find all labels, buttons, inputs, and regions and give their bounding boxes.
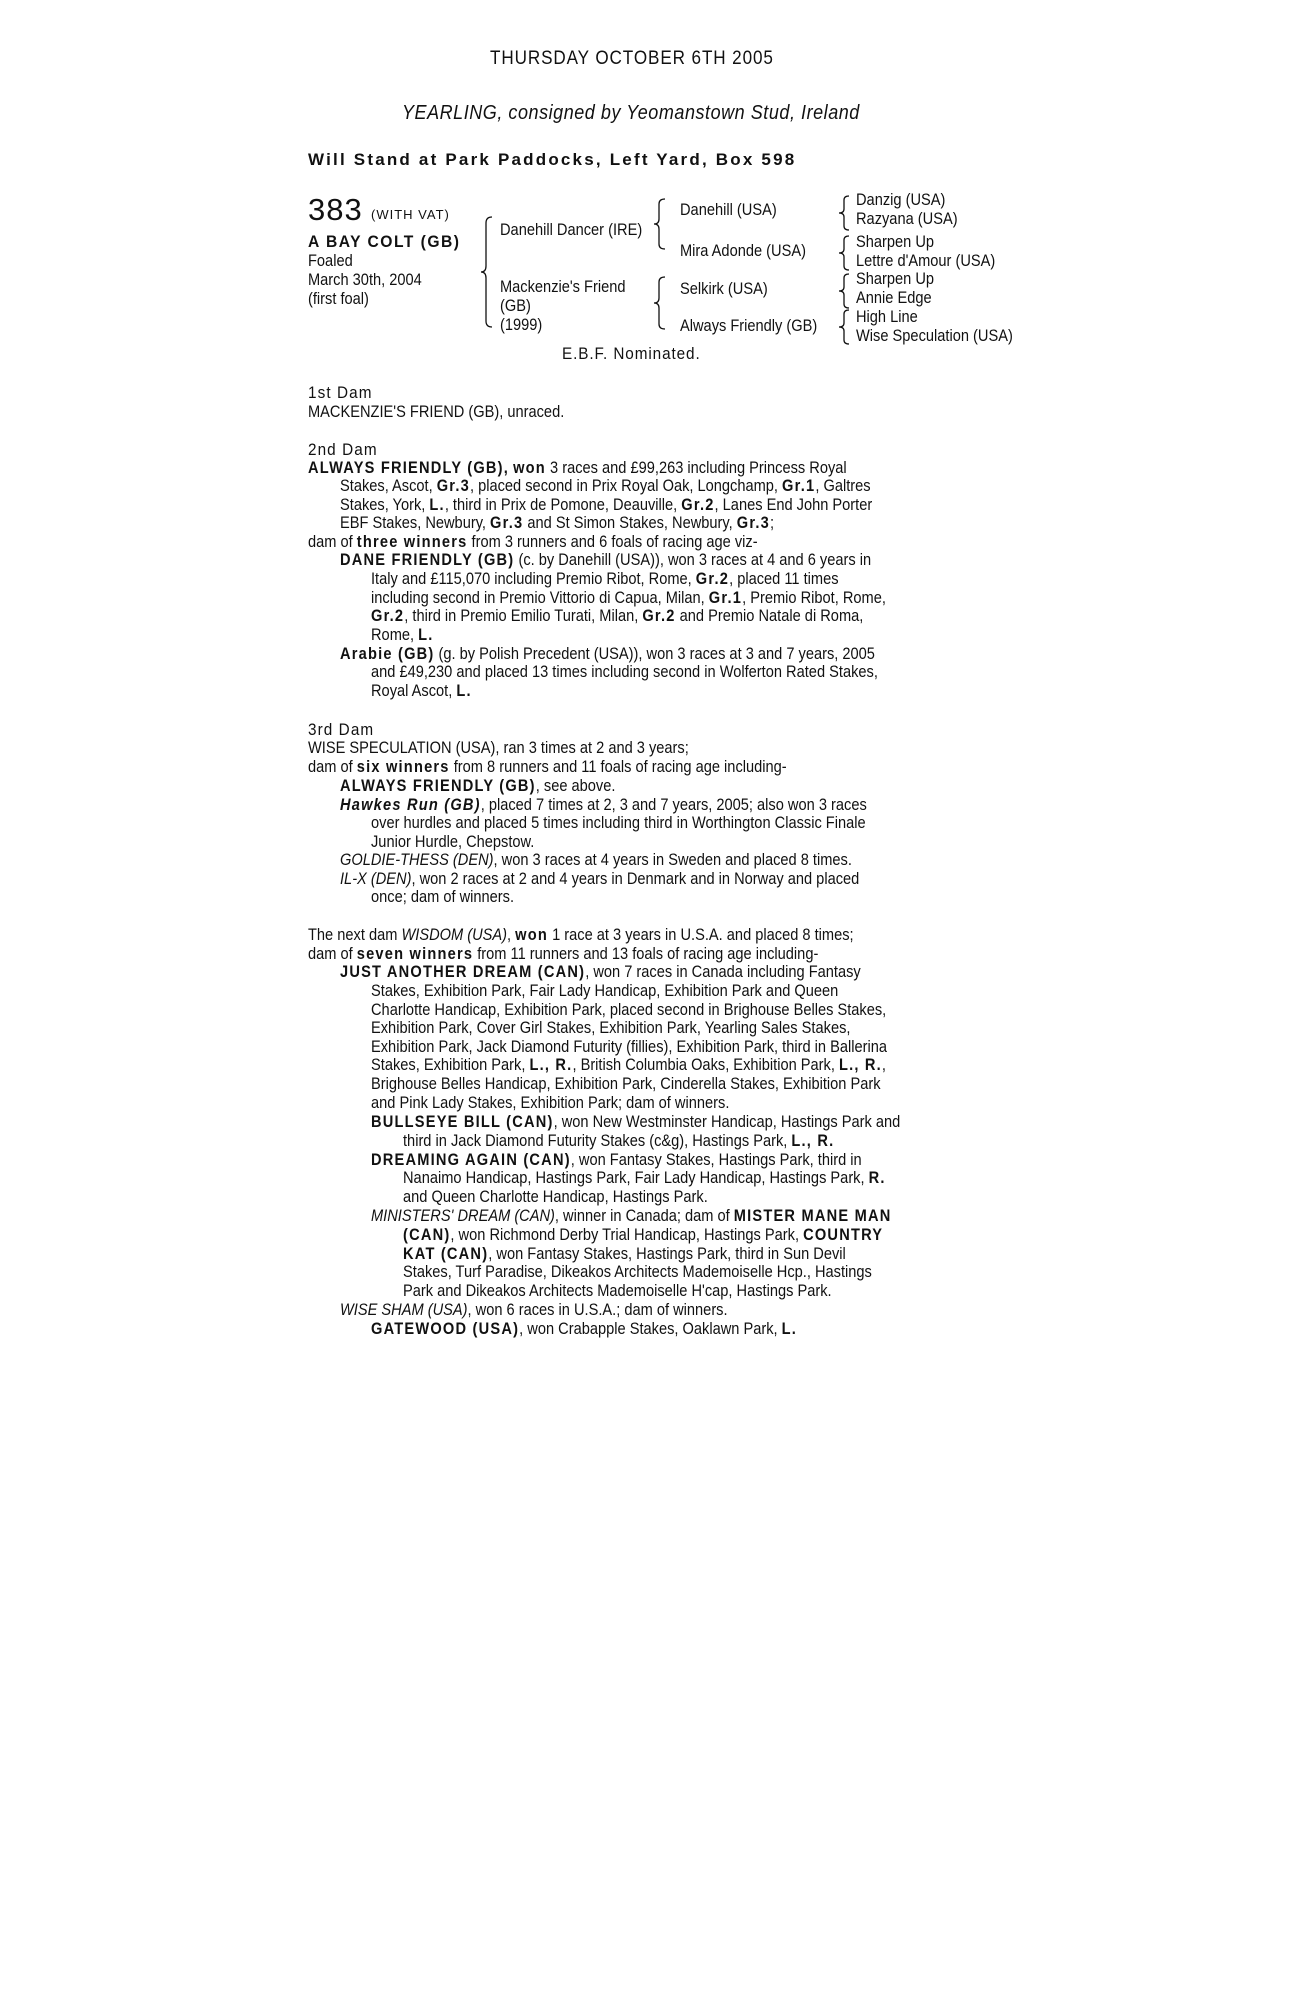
text: from 8 runners and 11 foals of racing age including- xyxy=(449,756,787,776)
text: WISE SPECULATION (USA), ran 3 times at 2 and 3 years; xyxy=(308,738,689,757)
won-word: won xyxy=(515,925,549,944)
always-friendly-name: ALWAYS FRIENDLY (GB), xyxy=(308,458,510,477)
pedigree-dss: Sharpen Up xyxy=(856,269,935,288)
text: Stakes, York, xyxy=(340,494,430,514)
listed-label: L., R. xyxy=(529,1055,573,1075)
listed-label: L., R. xyxy=(838,1055,882,1075)
text: , Lanes End John Porter xyxy=(714,494,873,514)
pedigree-dam-line2: (GB) xyxy=(500,296,531,315)
text: , Premio Ribot, Rome, xyxy=(742,587,886,607)
text: , won New Westminster Handicap, Hastings Park and xyxy=(553,1112,901,1131)
grade-label: Gr.3 xyxy=(436,476,470,495)
winners-count: six winners xyxy=(356,756,450,776)
third-dam-intro xyxy=(308,739,787,776)
text: Junior Hurdle, Chepstow. xyxy=(371,831,535,851)
text: (c. by Danehill (USA)), won 3 races at 4 and 6 years in xyxy=(514,550,872,569)
text: from 3 runners and 6 foals of racing age viz- xyxy=(467,532,758,551)
grade-label: Gr.1 xyxy=(708,587,743,607)
second-dam-continuation xyxy=(340,477,872,533)
pedigree-brace-3c xyxy=(838,273,850,309)
stand-location: Will Stand at Park Paddocks, Left Yard, Box 598 xyxy=(308,150,797,169)
country-kat-name: COUNTRY xyxy=(803,1225,884,1244)
text: The next dam xyxy=(308,925,402,944)
pedigree-sire: Danehill Dancer (IRE) xyxy=(500,220,643,239)
pedigree-dam-dam: Always Friendly (GB) xyxy=(680,316,818,335)
ministers-dream-entry xyxy=(371,1207,892,1226)
text: , won Fantasy Stakes, Hastings Park, third in xyxy=(570,1150,862,1169)
first-dam-heading: 1st Dam xyxy=(308,383,373,402)
text: , see above. xyxy=(535,776,616,795)
just-another-dream-entry xyxy=(340,963,861,982)
arabie-continuation xyxy=(371,663,878,700)
text: , third in Prix de Pomone, Deauville, xyxy=(444,494,682,514)
text: , xyxy=(507,925,516,944)
text: , won 7 races in Canada including Fantasy xyxy=(585,962,861,981)
text: and £49,230 and placed 13 times including second in Wolferton Rated Stakes, xyxy=(371,662,878,681)
text: third in Jack Diamond Futurity Stakes (c&g), Hastings Park, xyxy=(403,1131,792,1150)
foaled-label: Foaled xyxy=(308,251,353,270)
just-another-dream-continuation xyxy=(371,982,887,1112)
dane-friendly-entry xyxy=(340,551,871,570)
il-x-name: IL-X (DEN) xyxy=(340,868,412,888)
hawkes-run-continuation xyxy=(371,814,866,851)
ministers-dream-continuation xyxy=(403,1226,883,1300)
pedigree-brace-2b xyxy=(653,276,667,330)
pedigree-dam-line3: (1999) xyxy=(500,315,543,334)
text: and Queen Charlotte Handicap, Hastings Park. xyxy=(403,1186,708,1206)
text: Exhibition Park, Cover Girl Stakes, Exhibition Park, Yearling Sales Stakes, xyxy=(371,1018,851,1038)
grade-label: Gr.3 xyxy=(736,513,771,533)
mister-mane-man-name: MISTER MANE MAN xyxy=(733,1206,892,1225)
foal-note: (first foal) xyxy=(308,289,369,308)
sale-date: THURSDAY OCTOBER 6TH 2005 xyxy=(490,48,774,69)
text: and St Simon Stakes, Newbury, xyxy=(523,513,737,533)
text: dam of xyxy=(308,756,357,776)
consignment-line: YEARLING, consigned by Yeomanstown Stud, Ireland xyxy=(402,102,860,124)
second-dam-heading: 2nd Dam xyxy=(308,440,378,459)
ministers-dream-name: MINISTERS' DREAM (CAN) xyxy=(371,1206,555,1225)
next-dam-intro xyxy=(308,926,854,963)
foaled-date: March 30th, 2004 xyxy=(308,270,422,289)
text: Stakes, Ascot, xyxy=(340,476,437,495)
pedigree-sds: Sharpen Up xyxy=(856,232,935,251)
listed-label: L. xyxy=(781,1319,798,1338)
wisdom-name: WISDOM (USA) xyxy=(401,925,508,944)
text: Stakes, Turf Paradise, Dikeakos Architects Mademoiselle Hcp., Hastings xyxy=(403,1262,872,1282)
ebf-note: E.B.F. Nominated. xyxy=(562,344,701,363)
bullseye-bill-name: BULLSEYE BILL (CAN) xyxy=(371,1112,554,1131)
country-code: (CAN) xyxy=(403,1225,451,1244)
text: , winner in Canada; dam of xyxy=(554,1206,734,1225)
second-dam-block xyxy=(308,459,847,478)
gatewood-name: GATEWOOD (USA) xyxy=(371,1319,520,1338)
listed-label: L., R. xyxy=(791,1131,835,1150)
pedigree-ssd: Razyana (USA) xyxy=(856,209,958,228)
text: , placed 11 times xyxy=(729,569,839,588)
pedigree-sdd: Lettre d'Amour (USA) xyxy=(856,251,996,270)
text: ; xyxy=(770,513,775,533)
text: , third in Premio Emilio Turati, Milan, xyxy=(404,606,643,626)
pedigree-dsd: Annie Edge xyxy=(856,288,932,307)
il-x-continuation xyxy=(371,888,514,907)
text: , won Richmond Derby Trial Handicap, Hastings Park, xyxy=(450,1225,804,1244)
text: , xyxy=(881,1055,887,1075)
listed-label: L. xyxy=(456,680,472,700)
text: , Galtres xyxy=(815,476,871,495)
bullseye-bill-continuation xyxy=(403,1132,834,1151)
text: and Premio Natale di Roma, xyxy=(675,606,864,626)
text: Stakes, Exhibition Park, Fair Lady Handicap, Exhibition Park and Queen xyxy=(371,981,839,1000)
pedigree-brace-3a xyxy=(838,195,850,231)
pedigree-dam-sire: Selkirk (USA) xyxy=(680,279,768,298)
dreaming-again-entry xyxy=(371,1151,862,1170)
text: 1 race at 3 years in U.S.A. and placed 8 times; xyxy=(548,925,854,944)
text: , won Fantasy Stakes, Hastings Park, third in Sun Devil xyxy=(488,1243,846,1263)
text: EBF Stakes, Newbury, xyxy=(340,513,491,533)
hawkes-run-name: Hawkes Run (GB) xyxy=(340,794,481,814)
winners-count: seven winners xyxy=(356,943,474,963)
bullseye-bill-entry xyxy=(371,1113,900,1132)
dane-friendly-name: DANE FRIENDLY (GB) xyxy=(340,550,515,569)
pedigree-ddd: Wise Speculation (USA) xyxy=(856,326,1013,345)
text: Nanaimo Handicap, Hastings Park, Fair Lady Handicap, Hastings Park, xyxy=(403,1168,869,1187)
text: , won 6 races in U.S.A.; dam of winners. xyxy=(467,1300,728,1319)
text: , British Columbia Oaks, Exhibition Park, xyxy=(572,1055,839,1075)
pedigree-brace-3b xyxy=(838,235,850,271)
wise-sham-name: WISE SHAM (USA) xyxy=(340,1300,468,1319)
third-dam-produce-2 xyxy=(340,851,859,888)
grade-label: Gr.2 xyxy=(695,569,730,588)
text: and Pink Lady Stakes, Exhibition Park; dam of winners. xyxy=(371,1092,730,1112)
text: including second in Premio Vittorio di Capua, Milan, xyxy=(371,587,709,607)
pedigree-dam-line1: Mackenzie's Friend xyxy=(500,277,626,296)
text: from 11 runners and 13 foals of racing age including- xyxy=(473,943,819,963)
won-word: won xyxy=(513,458,546,477)
text: over hurdles and placed 5 times including third in Worthington Classic Finale xyxy=(371,813,866,832)
arabie-entry xyxy=(340,645,875,664)
pedigree-dds: High Line xyxy=(856,307,918,326)
goldie-thess-name: GOLDIE-THESS (DEN) xyxy=(340,850,494,869)
third-dam-produce xyxy=(340,777,867,814)
arabie-name: Arabie (GB) xyxy=(340,644,435,663)
pedigree-brace-3d xyxy=(838,309,850,345)
gatewood-entry xyxy=(371,1320,797,1339)
text: dam of xyxy=(308,532,357,551)
winners-count: three winners xyxy=(356,532,468,551)
grade-label: Gr.2 xyxy=(642,606,676,626)
text-line: 3 races and £99,263 including Princess Royal xyxy=(550,458,847,477)
text: Exhibition Park, Jack Diamond Futurity (fillies), Exhibition Park, third in Ballerina xyxy=(371,1036,887,1056)
text: Royal Ascot, xyxy=(371,680,457,700)
second-dam-produce-intro xyxy=(308,533,758,552)
pedigree-sire-dam: Mira Adonde (USA) xyxy=(680,241,806,260)
text: once; dam of winners. xyxy=(371,887,515,906)
text: Stakes, Exhibition Park, xyxy=(371,1055,530,1075)
text: Brighouse Belles Handicap, Exhibition Park, Cinderella Stakes, Exhibition Park xyxy=(371,1073,881,1093)
dane-friendly-continuation xyxy=(371,570,886,644)
horse-name: A BAY COLT (GB) xyxy=(308,232,461,251)
grade-label: Gr.1 xyxy=(782,476,816,495)
always-friendly-name: ALWAYS FRIENDLY (GB) xyxy=(340,776,536,795)
text: , won 3 races at 4 years in Sweden and placed 8 times. xyxy=(493,850,852,869)
country-kat-name-cont: KAT (CAN) xyxy=(403,1243,489,1263)
third-dam-heading: 3rd Dam xyxy=(308,720,375,739)
dreaming-again-name: DREAMING AGAIN (CAN) xyxy=(371,1150,571,1169)
text: Rome, xyxy=(371,624,419,644)
wise-sham-entry xyxy=(340,1301,728,1320)
grade-label: Gr.2 xyxy=(681,494,715,514)
just-another-dream-name: JUST ANOTHER DREAM (CAN) xyxy=(340,962,586,981)
text: (g. by Polish Precedent (USA)), won 3 races at 3 and 7 years, 2005 xyxy=(434,644,875,663)
vat-note: (WITH VAT) xyxy=(371,207,450,222)
grade-label: Gr.3 xyxy=(490,513,524,533)
text: Italy and £115,070 including Premio Ribot, Rome, xyxy=(371,569,696,588)
pedigree-sire-sire: Danehill (USA) xyxy=(680,200,777,219)
text: , placed 7 times at 2, 3 and 7 years, 2005; also won 3 races xyxy=(480,794,867,814)
restricted-label: R. xyxy=(868,1168,886,1187)
first-dam-text: MACKENZIE'S FRIEND (GB), unraced. xyxy=(308,402,565,421)
pedigree-brace-1 xyxy=(480,216,494,328)
listed-label: L. xyxy=(418,624,434,644)
grade-label: Gr.2 xyxy=(371,606,405,626)
lot-number: 383 xyxy=(308,192,363,227)
text: Park and Dikeakos Architects Mademoiselle H'cap, Hastings Park. xyxy=(403,1280,832,1300)
dreaming-again-continuation xyxy=(403,1169,886,1206)
text: , placed second in Prix Royal Oak, Longchamp, xyxy=(469,476,783,495)
pedigree-brace-2a xyxy=(653,198,667,250)
text: dam of xyxy=(308,943,357,963)
listed-label: L. xyxy=(429,494,445,514)
pedigree-sss: Danzig (USA) xyxy=(856,190,946,209)
text: Charlotte Handicap, Exhibition Park, placed second in Brighouse Belles Stakes, xyxy=(371,999,887,1019)
text: , won 2 races at 2 and 4 years in Denmark and in Norway and placed xyxy=(411,868,860,888)
text: , won Crabapple Stakes, Oaklawn Park, xyxy=(519,1319,782,1338)
